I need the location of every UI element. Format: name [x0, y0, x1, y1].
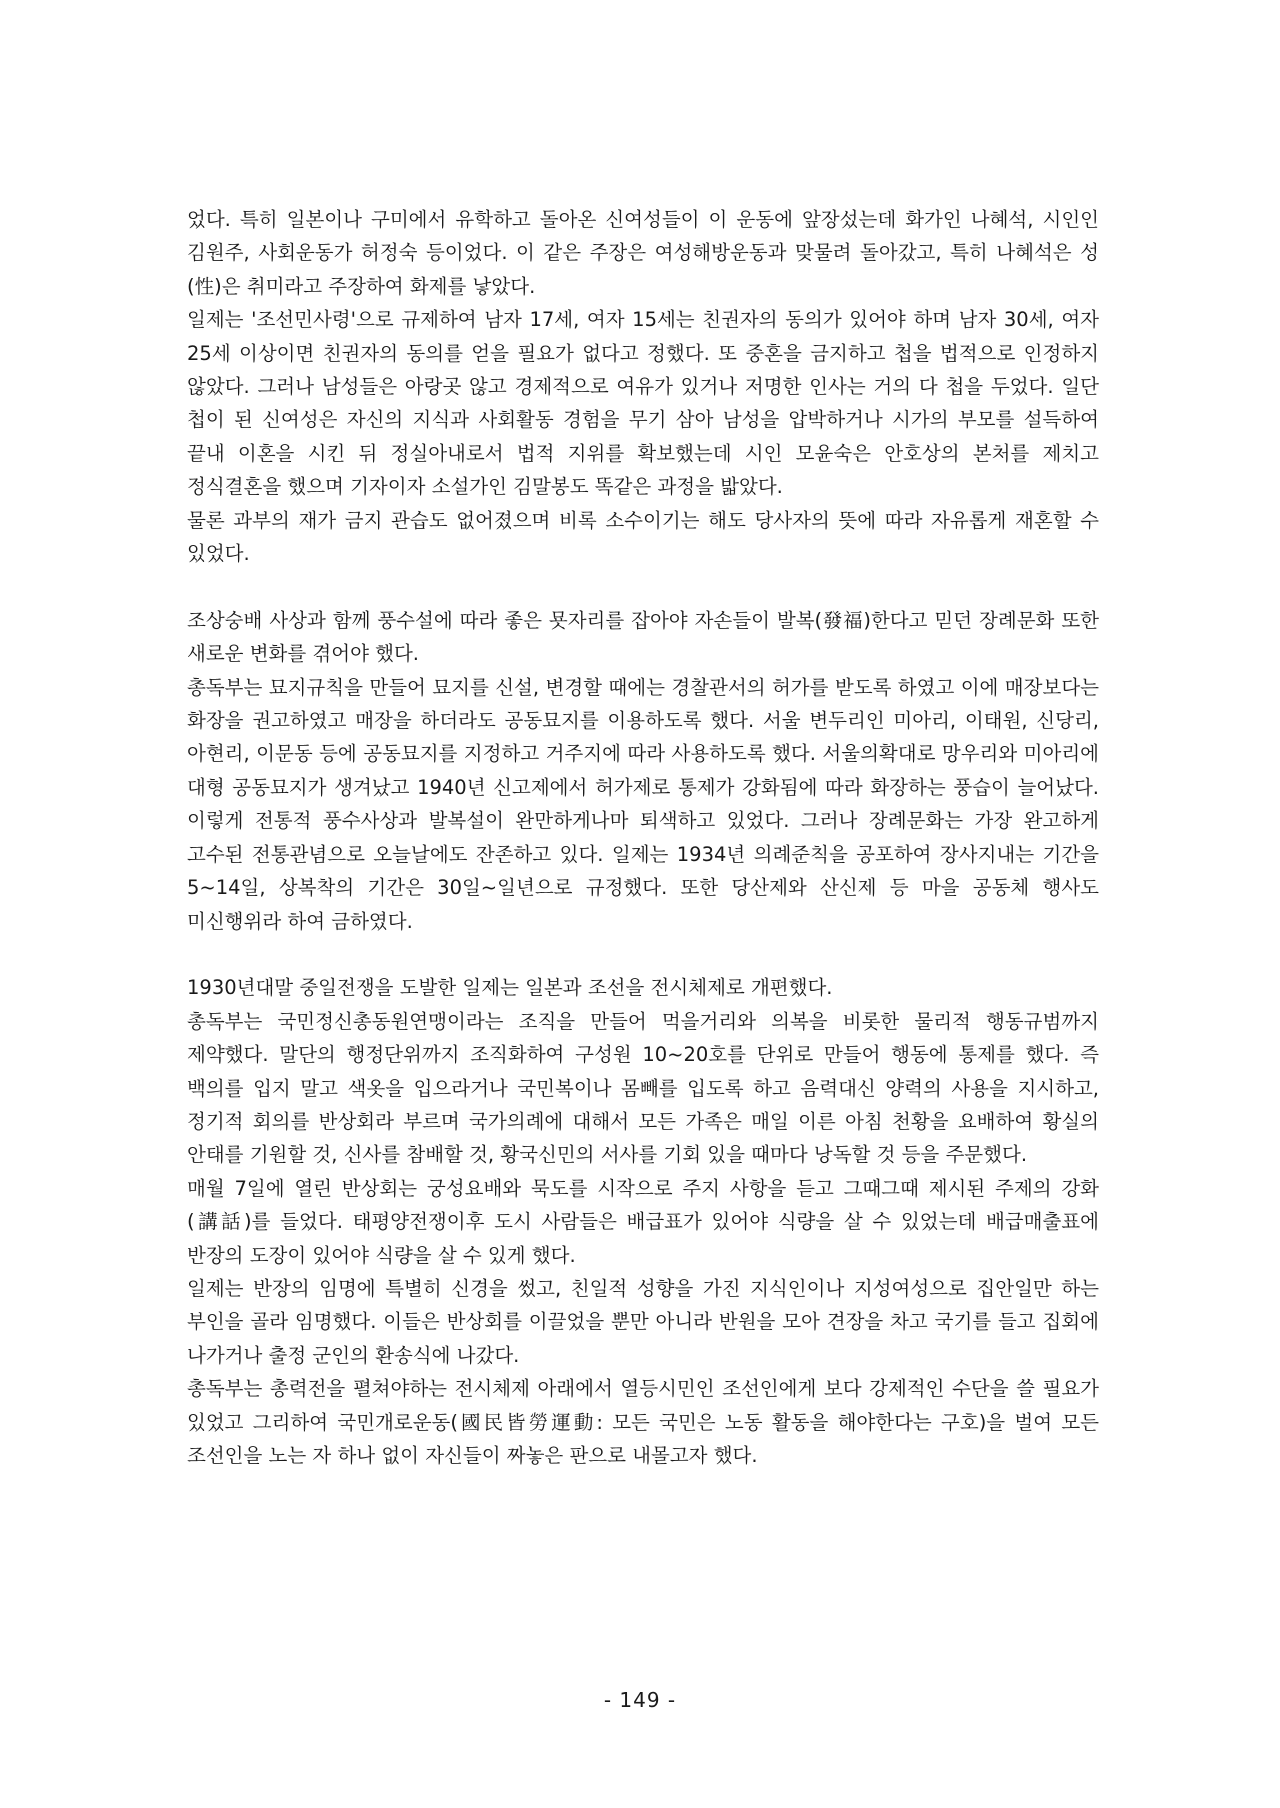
page-number: - 149 - [603, 1688, 677, 1712]
paragraph: 었다. 특히 일본이나 구미에서 유학하고 돌아온 신여성들이 이 운동에 앞장섰는데 화가인 나혜석, 시인인 김원주, 사회운동가 허정숙 등이었다. 이 같은 주장은 여성해방운동과 맞물려 돌아갔고, 특히 나혜석은 성(性)은 취미라고 주장하여 화제를 낳았다. [187, 208, 1099, 298]
paragraph: 물론 과부의 재가 금지 관습도 없어졌으며 비록 소수이기는 해도 당사자의 뜻에 따라 자유롭게 재혼할 수 있었다. [187, 508, 1099, 566]
paragraph: 일제는 '조선민사령'으로 규제하여 남자 17세, 여자 15세는 친권자의 동의가 있어야 하며 남자 30세, 여자 25세 이상이면 친권자의 동의를 얻을 필요가 없다고 정했다. 또 중혼을 금지하고 첩을 법적으로 인정하지 않았다. 그러나 남성들은 아랑곳 않고 경제적으로 여유가 있거나 저명한 인사는 거의 다 첩을 두었다. 일단 첩이 된 신여성은 자신의 지식과 사회활동 경험을 무기 삼아 남성을 압박하거나 시가의 부모를 설득하여 끝내 이혼을 시킨 뒤 정실아내로서 법적 지위를 확보했는데 시인 모윤숙은 안호상의 본처를 제치고 정식결혼을 했으며 기자이자 소설가인 김말봉도 똑같은 과정을 밟았다. [187, 308, 1099, 499]
paragraph: 매월 7일에 열린 반상회는 궁성요배와 묵도를 시작으로 주지 사항을 듣고 그때그때 제시된 주제의 강화(講話)를 들었다. 태평양전쟁이후 도시 사람들은 배급표가 있어야 식량을 살 수 있었는데 배급매출표에 반장의 도장이 있어야 식량을 살 수 있게 했다. [187, 1176, 1099, 1267]
paragraph: 총독부는 묘지규칙을 만들어 묘지를 신설, 변경할 때에는 경찰관서의 허가를 받도록 하였고 이에 매장보다는 화장을 권고하였고 매장을 하더라도 공동묘지를 이용하도록 했다. 서울 변두리인 미아리, 이태원, 신당리, 아현리, 이문동 등에 공동묘지를 지정하고 거주지에 따라 사용하도록 했다. 서울의확대로 망우리와 미아리에 대형 공동묘지가 생겨났고 1940년 신고제에서 허가제로 통제가 강화됨에 따라 화장하는 풍습이 늘어났다. 이렇게 전통적 풍수사상과 발복설이 완만하게나마 퇴색하고 있었다. 그러나 장례문화는 가장 완고하게 고수된 전통관념으로 오늘날에도 잔존하고 있다. 일제는 1934년 의례준칙을 공포하여 장사지내는 기간을 5~14일, 상복착의 기간은 30일~일년으로 규정했다. 또한 당산제와 산신제 등 마을 공동체 행사도 미신행위라 하여 금하였다. [187, 675, 1099, 933]
paragraph: 총독부는 국민정신총동원연맹이라는 조직을 만들어 먹을거리와 의복을 비롯한 물리적 행동규범까지 제약했다. 말단의 행정단위까지 조직화하여 구성원 10~20호를 단위로 만들어 행동에 통제를 했다. 즉 백의를 입지 말고 색옷을 입으라거나 국민복이나 몸빼를 입도록 하고 음력대신 양력의 사용을 지시하고, 정기적 회의를 반상회라 부르며 국가의례에 대해서 모든 가족은 매일 이른 아침 천황을 요배하여 황실의 안태를 기원할 것, 신사를 참배할 것, 황국신민의 서사를 기회 있을 때마다 낭독할 것 등을 주문했다. [187, 1009, 1099, 1167]
paragraph: 총독부는 총력전을 펼쳐야하는 전시체제 아래에서 열등시민인 조선인에게 보다 강제적인 수단을 쓸 필요가 있었고 그리하여 국민개로운동(國民皆勞運動: 모든 국민은 노동 활동을 해야한다는 구호)을 벌여 모든 조선인을 노는 자 하나 없이 자신들이 짜놓은 판으로 내몰고자 했다. [187, 1377, 1099, 1467]
paragraph: 조상숭배 사상과 함께 풍수설에 따라 좋은 묫자리를 잡아야 자손들이 발복(發福)한다고 믿던 장례문화 또한 새로운 변화를 겪어야 했다. [187, 608, 1099, 666]
paragraph: 일제는 반장의 임명에 특별히 신경을 썼고, 친일적 성향을 가진 지식인이나 지성여성으로 집안일만 하는 부인을 골라 임명했다. 이들은 반상회를 이끌었을 뿐만 아니라 반원을 모아 견장을 차고 국기를 들고 집회에 나가거나 출정 군인의 환송식에 나갔다. [187, 1276, 1099, 1367]
paragraph: 1930년대말 중일전쟁을 도발한 일제는 일본과 조선을 전시체제로 개편했다. [187, 976, 833, 1000]
section-new-women [187, 203, 1099, 570]
section-funeral-culture [187, 604, 1099, 938]
document-body [187, 203, 1099, 1472]
section-wartime-system [187, 971, 1099, 1472]
